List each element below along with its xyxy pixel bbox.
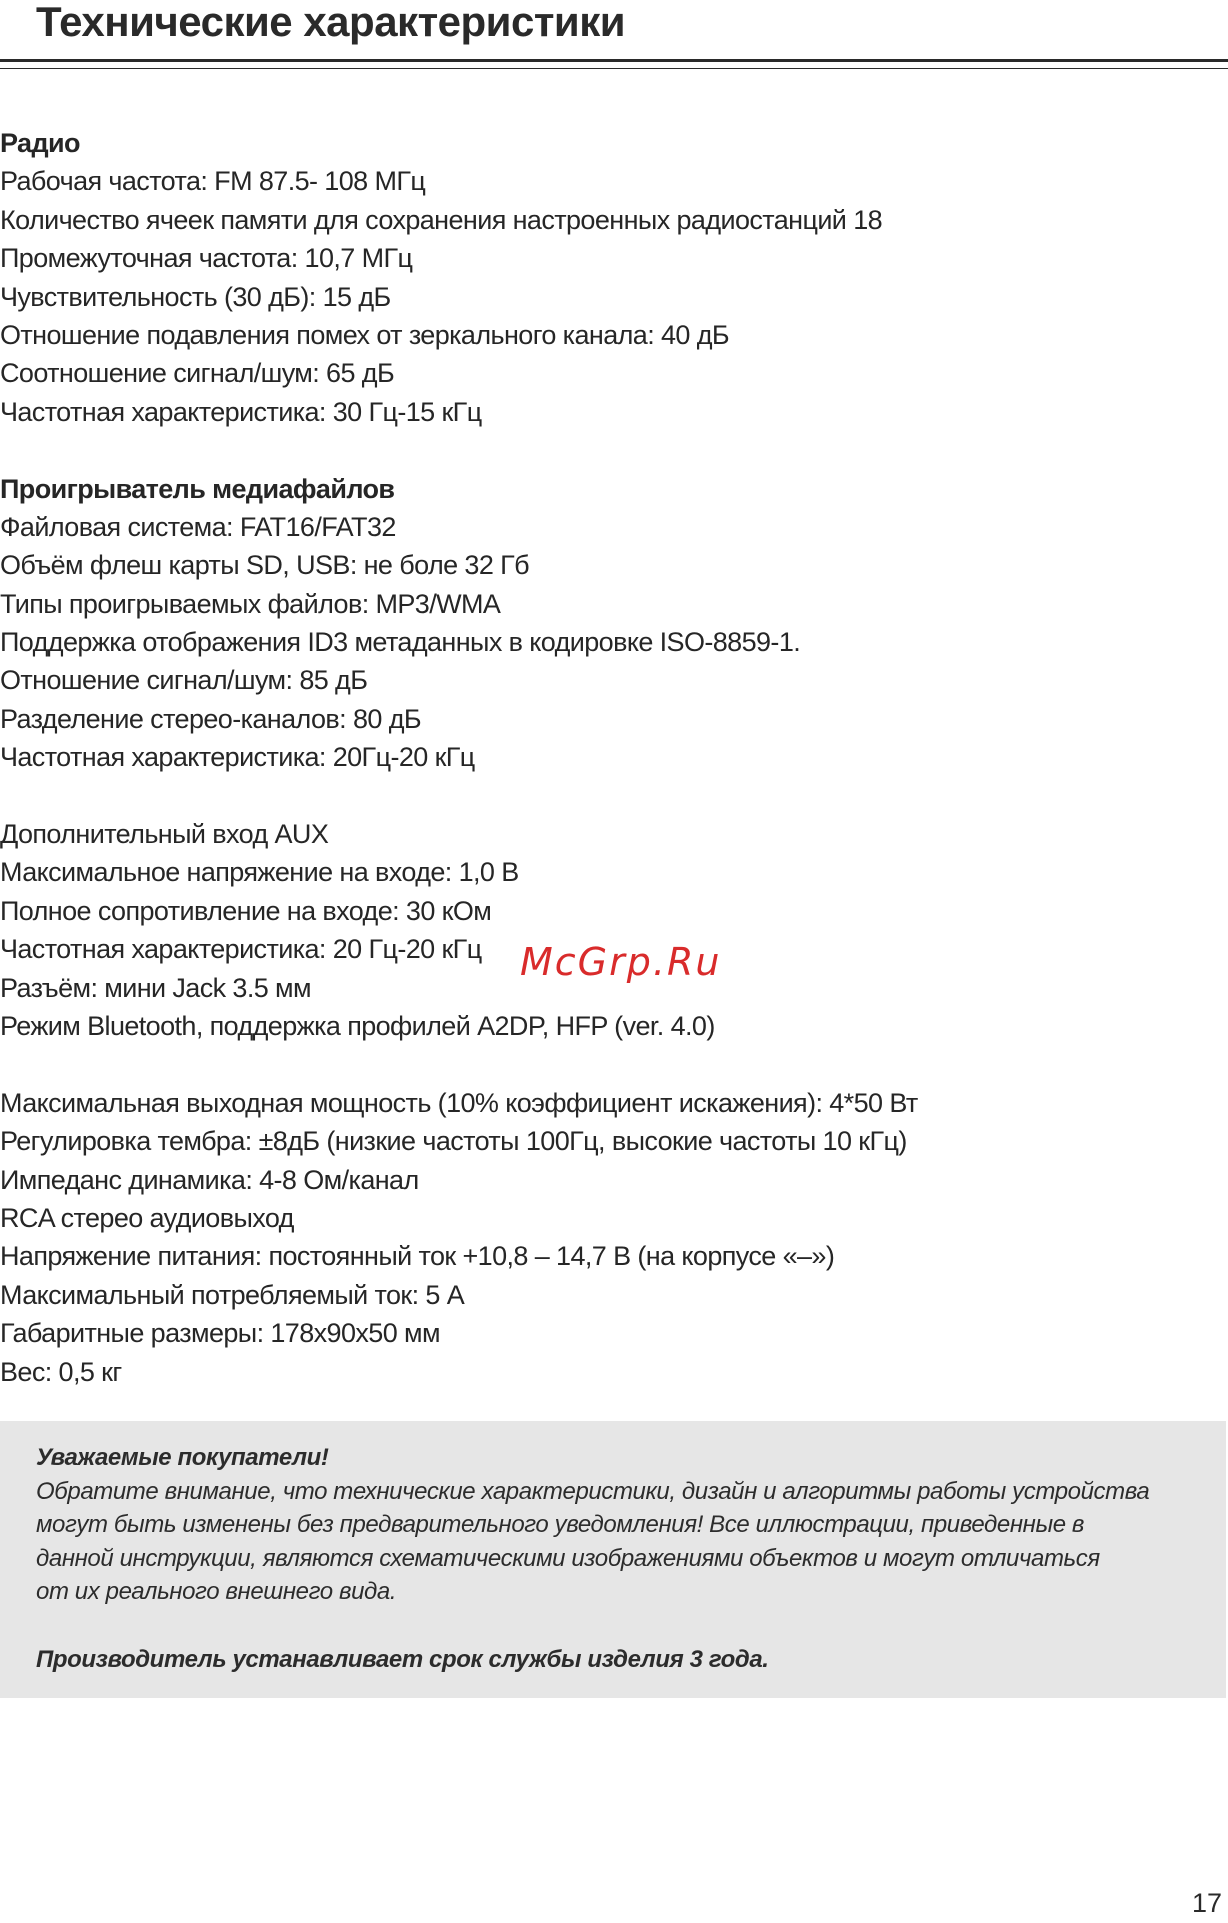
spec-line: Напряжение питания: постоянный ток +10,8 – 14,7 В (на корпусе «–»): [0, 1241, 835, 1272]
spec-line: Максимальный потребляемый ток: 5 А: [0, 1279, 465, 1310]
notice-line: данной инструкции, являются схематическими изображениями объектов и могут отличаться: [36, 1544, 1100, 1572]
notice-spacer: [36, 1609, 1196, 1643]
spec-line: Частотная характеристика: 20 Гц-20 кГц: [0, 934, 482, 965]
spec-line: Полное сопротивление на входе: 30 кОм: [0, 895, 492, 926]
spec-line: Вес: 0,5 кг: [0, 1356, 122, 1387]
spec-line: Поддержка отображения ID3 метаданных в кодировке ISO-8859-1.: [0, 627, 801, 658]
page-title: Технические характеристики: [36, 0, 626, 45]
spec-line: Максимальное напряжение на входе: 1,0 В: [0, 857, 519, 888]
spec-line: Количество ячеек памяти для сохранения настроенных радиостанций 18: [0, 204, 883, 235]
section-gap: [0, 777, 1220, 815]
media-player-heading: Проигрыватель медиафайлов: [0, 473, 395, 504]
spec-line: Чувствительность (30 дБ): 15 дБ: [0, 281, 391, 312]
notice-line: Обратите внимание, что технические характеристики, дизайн и алгоритмы работы устройства: [36, 1477, 1150, 1505]
spec-line: Соотношение сигнал/шум: 65 дБ: [0, 358, 395, 389]
service-life-note: Производитель устанавливает срок службы изделия 3 года.: [36, 1645, 769, 1673]
general-section: [0, 1084, 1220, 1391]
section-gap: [0, 1045, 1220, 1083]
radio-section: [0, 124, 1220, 431]
spec-line: Отношение сигнал/шум: 85 дБ: [0, 665, 368, 696]
spec-line: Разъём: мини Jack 3.5 мм: [0, 972, 311, 1003]
spec-line: Файловая система: FAT16/FAT32: [0, 511, 396, 542]
section-gap: [0, 431, 1220, 469]
notice-title: Уважаемые покупатели!: [36, 1444, 329, 1471]
spec-line: Типы проигрываемых файлов: MP3/WMA: [0, 588, 501, 619]
spec-line: Импеданс динамика: 4-8 Ом/канал: [0, 1164, 419, 1195]
spec-line: Габаритные размеры: 178х90х50 мм: [0, 1318, 440, 1349]
spec-line: Рабочая частота: FM 87.5- 108 МГц: [0, 166, 426, 197]
customer-notice: [0, 1421, 1226, 1698]
aux-section: [0, 815, 1220, 1045]
spec-line: Режим Bluetooth, поддержка профилей A2DP, HFP (ver. 4.0): [0, 1010, 715, 1041]
spec-line: Промежуточная частота: 10,7 МГц: [0, 243, 413, 274]
specifications: [0, 124, 1220, 1391]
spec-line: RCA стерео аудиовыход: [0, 1202, 294, 1233]
title-divider-thin: [0, 68, 1228, 69]
notice-line: от их реального внешнего вида.: [36, 1578, 397, 1606]
spec-line: Дополнительный вход AUX: [0, 819, 329, 850]
page-number: 17: [1191, 1888, 1222, 1918]
title-divider-thick: [0, 59, 1228, 62]
watermark: McGrp.Ru: [520, 940, 722, 984]
media-player-section: [0, 470, 1220, 777]
spec-line: Максимальная выходная мощность (10% коэффициент искажения): 4*50 Вт: [0, 1087, 918, 1118]
spec-line: Частотная характеристика: 30 Гц-15 кГц: [0, 396, 482, 427]
radio-heading: Радио: [0, 128, 80, 158]
spec-line: Отношение подавления помех от зеркального канала: 40 дБ: [0, 319, 729, 350]
spec-line: Объём флеш карты SD, USB: не боле 32 Гб: [0, 550, 530, 581]
spec-line: Частотная характеристика: 20Гц-20 кГц: [0, 742, 475, 773]
spec-line: Регулировка тембра: ±8дБ (низкие частоты 100Гц, высокие частоты 10 кГц): [0, 1126, 907, 1157]
spec-line: Разделение стерео-каналов: 80 дБ: [0, 703, 421, 734]
notice-line: могут быть изменены без предварительного уведомления! Все иллюстрации, приведенные в: [36, 1511, 1085, 1539]
